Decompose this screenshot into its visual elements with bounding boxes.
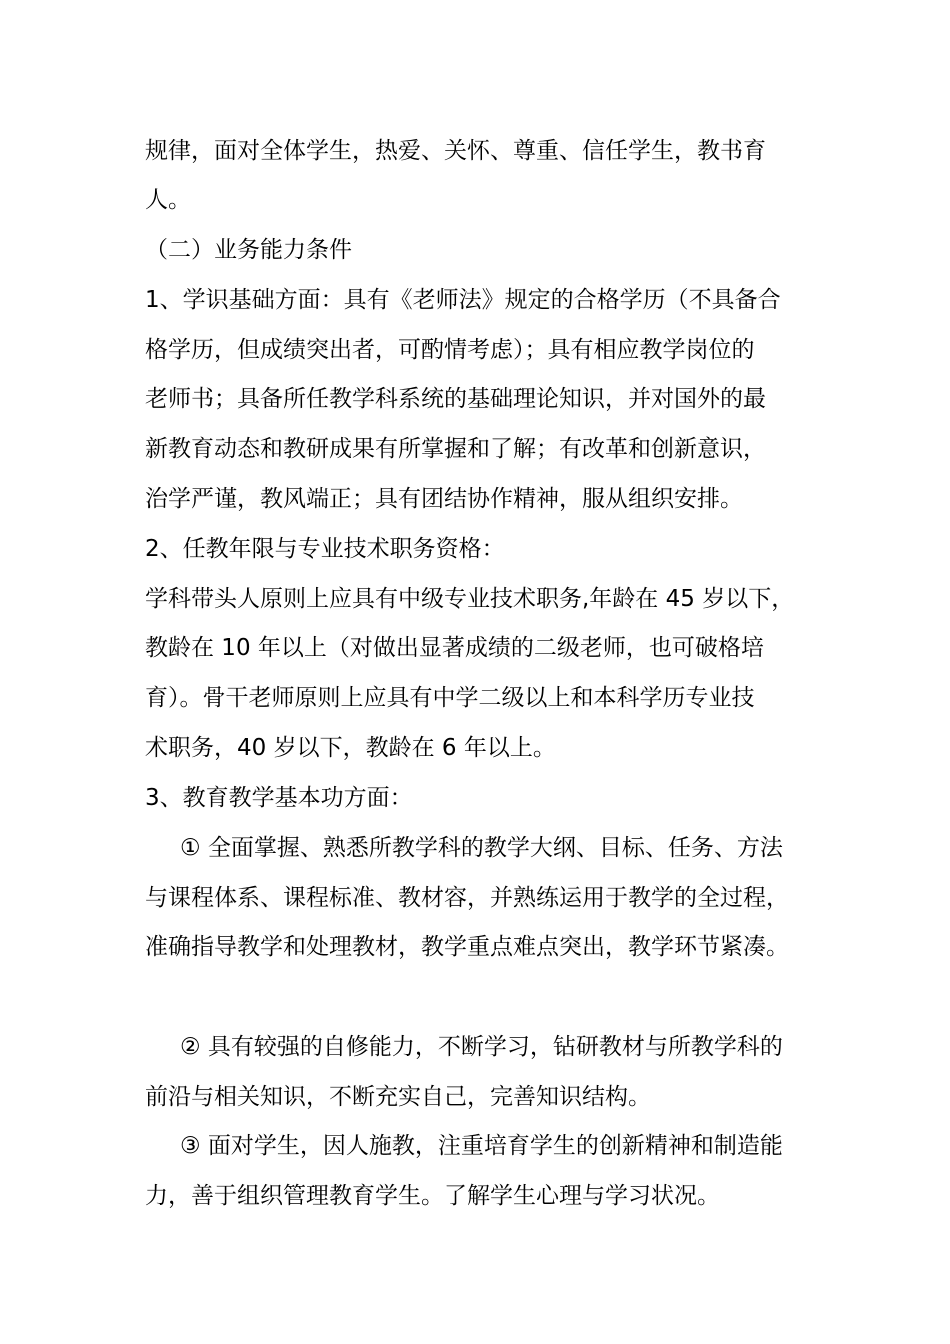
text-line: 准确指导教学和处理教材，教学重点难点突出，教学环节紧凑。: [145, 934, 789, 960]
text-line: 1、学识基础方面：具有《老师法》规定的合格学历（不具备合: [145, 287, 781, 313]
text-line: 育）。骨干老师原则上应具有中学二级以上和本科学历专业技: [145, 685, 755, 711]
text-line: 术职务，40 岁以下，教龄在 6 年以上。: [145, 735, 556, 761]
section-heading: （二）业务能力条件: [145, 237, 352, 263]
list-item: ③ 面对学生，因人施教，注重培育学生的创新精神和制造能: [180, 1133, 783, 1159]
text-line: 教龄在 10 年以上（对做出显著成绩的二级老师，也可破格培: [145, 635, 764, 661]
text-line: 3、教育教学基本功方面：: [145, 785, 413, 811]
list-item: ① 全面掌握、熟悉所教学科的教学大纲、目标、任务、方法: [180, 835, 783, 861]
text-line: 治学严谨，教风端正；具有团结协作精神，服从组织安排。: [145, 486, 743, 512]
text-line: 2、任教年限与专业技术职务资格：: [145, 536, 505, 562]
text-line: 人。: [145, 187, 191, 213]
text-line: 学科带头人原则上应具有中级专业技术职务,年龄在 45 岁以下，: [145, 586, 795, 612]
text-line: 力，善于组织管理教育学生。了解学生心理与学习状况。: [145, 1183, 720, 1209]
text-line: 格学历，但成绩突出者，可酌情考虑）；具有相应教学岗位的: [145, 337, 755, 363]
text-line: 规律，面对全体学生，热爱、关怀、尊重、信任学生，教书育: [145, 138, 766, 164]
text-line: 老师书；具备所任教学科系统的基础理论知识，并对国外的最: [145, 386, 766, 412]
text-line: 与课程体系、课程标准、教材容，并熟练运用于教学的全过程，: [145, 885, 789, 911]
text-line: 前沿与相关知识，不断充实自己，完善知识结构。: [145, 1084, 651, 1110]
list-item: ② 具有较强的自修能力，不断学习，钻研教材与所教学科的: [180, 1034, 783, 1060]
text-line: 新教育动态和教研成果有所掌握和了解；有改革和创新意识，: [145, 436, 766, 462]
